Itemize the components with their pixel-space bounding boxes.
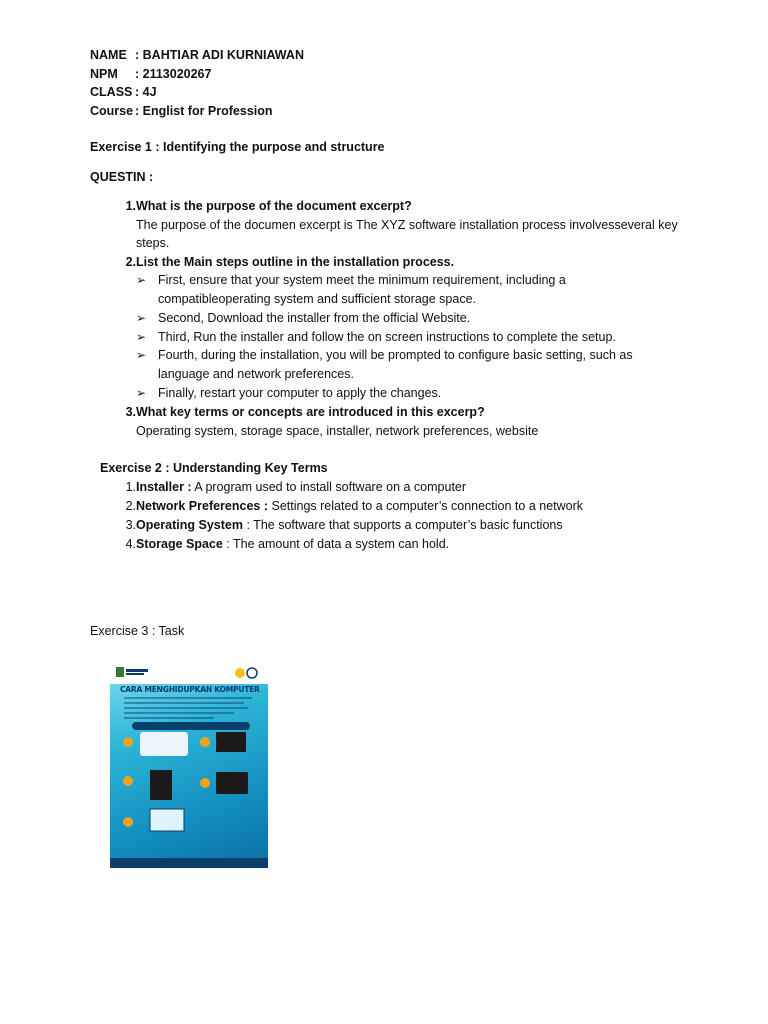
poster-footer-bar — [110, 858, 268, 868]
class-label: CLASS — [90, 85, 133, 99]
term-3-definition: : The software that supports a computer’s basic functions — [242, 518, 563, 532]
class-value: : 4J — [135, 85, 157, 99]
term-3-number-text: 3. — [125, 518, 136, 532]
term-1-definition: A program used to install software on a computer — [191, 480, 467, 494]
q2-question: List the Main steps outline in the installation process. — [136, 255, 455, 269]
name-label: NAME — [90, 48, 127, 62]
step-4-circle-icon — [200, 778, 210, 788]
bullet-icon: ➢ — [136, 386, 147, 400]
q1-number-text: 1. — [125, 199, 136, 213]
term-3-term: Operating System — [136, 518, 243, 532]
q1-question: What is the purpose of the document excerpt? — [136, 199, 412, 213]
term-2-number-text: 2. — [125, 499, 136, 513]
step-5-circle-icon — [123, 817, 133, 827]
term-4-number-text: 4. — [125, 537, 136, 551]
poster-title: CARA MENGHIDUPKAN KOMPUTER — [120, 685, 260, 694]
poster-image — [110, 662, 268, 868]
term-4 — [136, 535, 449, 553]
course-value: : Englist for Profession — [135, 104, 273, 118]
step-1-circle-icon — [123, 737, 133, 747]
term-4-definition: : The amount of data a system can hold. — [222, 537, 450, 551]
step-2-circle-icon — [200, 737, 210, 747]
term-2 — [136, 497, 583, 515]
q1-answer-line2: steps. — [136, 236, 170, 250]
bullet-icon: ➢ — [136, 330, 147, 344]
cpu-tower-icon — [150, 770, 172, 800]
computer-screen-icon — [150, 809, 184, 831]
step-1-line1: First, ensure that your system meet the minimum requirement, including a — [158, 273, 566, 287]
step-1-line2: compatibleoperating system and sufficient storage space. — [158, 292, 477, 306]
q1-answer-line1: The purpose of the documen excerpt is The XYZ software installation process involvesseveral key — [136, 218, 678, 232]
npm-label: NPM — [90, 67, 118, 81]
step-5-line1: Finally, restart your computer to apply the changes. — [158, 386, 442, 400]
course-row — [90, 102, 273, 120]
poster-intro-text-lines — [124, 697, 252, 719]
step-2-line1: Second, Download the installer from the official Website. — [158, 311, 471, 325]
class-row — [90, 83, 157, 101]
step-3-circle-icon — [123, 776, 133, 786]
term-3 — [136, 516, 563, 534]
term-2-term: Network Preferences : — [136, 499, 269, 513]
ups-device-icon — [216, 732, 246, 752]
step-4-line2: language and network preferences. — [158, 367, 354, 381]
course-label: Course — [90, 104, 134, 118]
name-row — [90, 46, 304, 64]
term-2-definition: Settings related to a computer’s connection to a network — [268, 499, 584, 513]
q2-number-text: 2. — [125, 255, 136, 269]
monitor-icon — [216, 772, 248, 794]
bullet-icon: ➢ — [136, 311, 147, 325]
term-1-term: Installer : — [136, 480, 192, 494]
q3-answer: Operating system, storage space, installer, network preferences, website — [136, 424, 539, 438]
q3-question: What key terms or concepts are introduced in this excerp? — [136, 405, 485, 419]
poster-subtitle-banner — [132, 722, 250, 730]
step-4-line1: Fourth, during the installation, you will be prompted to configure basic setting, such as — [158, 348, 633, 362]
term-4-term: Storage Space — [136, 537, 223, 551]
term-1 — [136, 478, 466, 496]
exercise2-title: Exercise 2 : Understanding Key Terms — [100, 461, 328, 475]
bullet-icon: ➢ — [136, 348, 147, 362]
name-value: : BAHTIAR ADI KURNIAWAN — [135, 48, 304, 62]
bullet-icon: ➢ — [136, 273, 147, 287]
term-1-number-text: 1. — [125, 480, 136, 494]
npm-row — [90, 65, 211, 83]
npm-value: : 2113020267 — [135, 67, 212, 81]
step-3-line1: Third, Run the installer and follow the on screen instructions to complete the setup. — [158, 330, 616, 344]
exercise1-title: Exercise 1 : Identifying the purpose and structure — [90, 140, 385, 154]
q3-number-text: 3. — [125, 405, 136, 419]
hand-plug-icon — [140, 732, 188, 756]
question-heading: QUESTIN : — [90, 170, 154, 184]
exercise3-title: Exercise 3 : Task — [90, 624, 185, 638]
poster-illustrations — [110, 662, 268, 868]
